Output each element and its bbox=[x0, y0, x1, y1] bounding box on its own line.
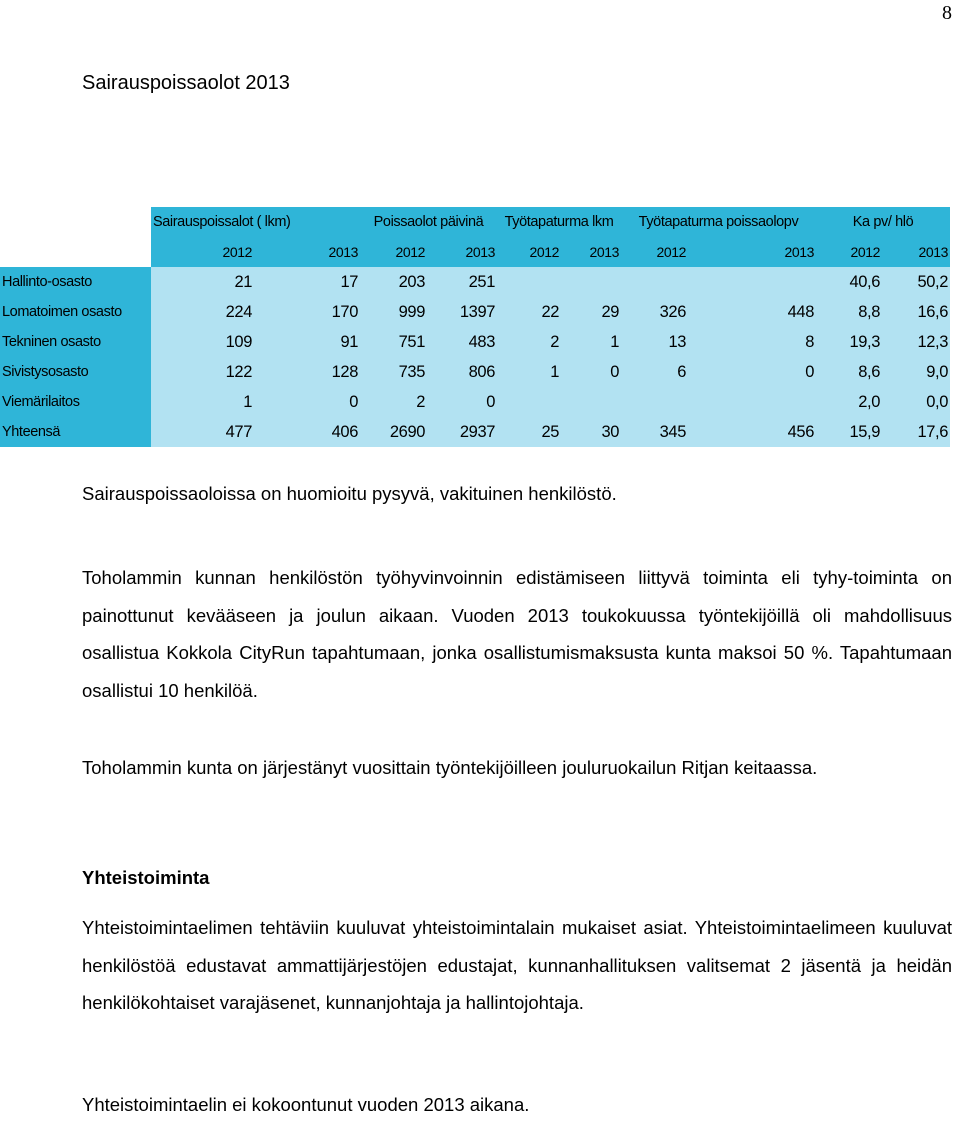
table-cell: 21 bbox=[151, 267, 254, 297]
group-header: Työtapaturma lkm bbox=[497, 207, 621, 237]
table-cell: 13 bbox=[621, 327, 688, 357]
cooperation-paragraph: Yhteistoimintaelimen tehtäviin kuuluvat yhteistoimintalain mukaiset asiat. Yhteistoimintaelimeen kuuluvat henkilöstöä edustavat ammattijärjestöjen edustajat, kunnanhallituksen valitsemat 2 jäsentä ja heidän henkilökohtaiset varajäsenet, kunnanjohtaja ja hallintojohtaja. bbox=[82, 917, 952, 1013]
table-cell: 8 bbox=[688, 327, 816, 357]
group-header: Ka pv/ hlö bbox=[816, 207, 950, 237]
group-header: Sairauspoissalot ( lkm) bbox=[151, 207, 360, 237]
row-label: Lomatoimen osasto bbox=[0, 297, 151, 327]
table-cell: 0 bbox=[254, 387, 360, 417]
table-cell: 999 bbox=[360, 297, 427, 327]
table-cell bbox=[561, 387, 621, 417]
table-cell: 0 bbox=[561, 357, 621, 387]
table-cell: 22 bbox=[497, 297, 561, 327]
table-cell: 109 bbox=[151, 327, 254, 357]
table-row bbox=[0, 327, 950, 357]
table-cell: 456 bbox=[688, 417, 816, 447]
page-number: 8 bbox=[942, 2, 952, 24]
meeting-paragraph: Yhteistoimintaelin ei kokoontunut vuoden 2013 aikana. bbox=[82, 1094, 530, 1115]
year-header: 2013 bbox=[427, 237, 497, 267]
table-cell: 17 bbox=[254, 267, 360, 297]
table-cell: 128 bbox=[254, 357, 360, 387]
table-cell: 224 bbox=[151, 297, 254, 327]
table-row bbox=[0, 357, 950, 387]
table-cell: 91 bbox=[254, 327, 360, 357]
table-cell: 326 bbox=[621, 297, 688, 327]
table-row bbox=[0, 297, 950, 327]
table-cell: 806 bbox=[427, 357, 497, 387]
table-cell: 1397 bbox=[427, 297, 497, 327]
table-cell: 1 bbox=[497, 357, 561, 387]
table-cell: 29 bbox=[561, 297, 621, 327]
table-cell: 2 bbox=[497, 327, 561, 357]
table-cell: 751 bbox=[360, 327, 427, 357]
table-cell: 203 bbox=[360, 267, 427, 297]
table-cell: 2 bbox=[360, 387, 427, 417]
table-row bbox=[0, 267, 950, 297]
year-header: 2012 bbox=[497, 237, 561, 267]
table-body bbox=[0, 267, 950, 447]
table-cell bbox=[688, 267, 816, 297]
table-cell: 345 bbox=[621, 417, 688, 447]
table-cell: 19,3 bbox=[816, 327, 882, 357]
table-row bbox=[0, 417, 950, 447]
row-label: Tekninen osasto bbox=[0, 327, 151, 357]
table-year-header-row bbox=[0, 237, 950, 267]
table-cell: 477 bbox=[151, 417, 254, 447]
table-corner bbox=[0, 237, 151, 267]
year-header: 2013 bbox=[254, 237, 360, 267]
year-header: 2012 bbox=[151, 237, 254, 267]
table-cell: 122 bbox=[151, 357, 254, 387]
table-cell: 0 bbox=[688, 357, 816, 387]
row-label: Yhteensä bbox=[0, 417, 151, 447]
table-cell: 6 bbox=[621, 357, 688, 387]
year-header: 2013 bbox=[882, 237, 950, 267]
table-cell bbox=[688, 387, 816, 417]
table-cell: 483 bbox=[427, 327, 497, 357]
table-cell bbox=[561, 267, 621, 297]
table-cell: 8,6 bbox=[816, 357, 882, 387]
row-label: Viemärilaitos bbox=[0, 387, 151, 417]
table-cell: 2,0 bbox=[816, 387, 882, 417]
section-heading: Yhteistoiminta bbox=[82, 867, 210, 888]
table-cell: 170 bbox=[254, 297, 360, 327]
table-cell: 40,6 bbox=[816, 267, 882, 297]
page-title: Sairauspoissaolot 2013 bbox=[82, 72, 290, 94]
table-cell: 1 bbox=[561, 327, 621, 357]
table-cell: 15,9 bbox=[816, 417, 882, 447]
row-label: Sivistysosasto bbox=[0, 357, 151, 387]
table-cell: 1 bbox=[151, 387, 254, 417]
year-header: 2013 bbox=[561, 237, 621, 267]
table-cell bbox=[497, 267, 561, 297]
tyhy-paragraph: Toholammin kunnan henkilöstön työhyvinvoinnin edistämiseen liittyvä toiminta eli tyhy-toiminta on painottunut kevääseen ja joulun aikaan. Vuoden 2013 toukokuussa työntekijöillä oli mahdollisuus osallistua Kokkola CityRun tapahtumaan, jonka osallistumismaksusta kunta maksoi 50 %. Tapahtumaan osallistui 10 henkilöä. bbox=[82, 567, 952, 701]
table-cell: 406 bbox=[254, 417, 360, 447]
table-cell: 735 bbox=[360, 357, 427, 387]
table-cell: 2937 bbox=[427, 417, 497, 447]
table-cell bbox=[621, 267, 688, 297]
table-cell: 2690 bbox=[360, 417, 427, 447]
year-header: 2012 bbox=[816, 237, 882, 267]
table-cell: 8,8 bbox=[816, 297, 882, 327]
table-cell bbox=[621, 387, 688, 417]
table-cell: 17,6 bbox=[882, 417, 950, 447]
table-cell: 0 bbox=[427, 387, 497, 417]
christmas-lunch-paragraph: Toholammin kunta on järjestänyt vuosittain työntekijöilleen jouluruokailun Ritjan keitaassa. bbox=[82, 757, 818, 778]
table-cell: 25 bbox=[497, 417, 561, 447]
table-group-header-row bbox=[0, 207, 950, 237]
row-label: Hallinto-osasto bbox=[0, 267, 151, 297]
table-row bbox=[0, 387, 950, 417]
year-header: 2012 bbox=[621, 237, 688, 267]
year-header: 2013 bbox=[688, 237, 816, 267]
group-header: Työtapaturma poissaolopv bbox=[621, 207, 816, 237]
table-cell: 50,2 bbox=[882, 267, 950, 297]
year-header: 2012 bbox=[360, 237, 427, 267]
table-cell: 12,3 bbox=[882, 327, 950, 357]
staff-note: Sairauspoissaoloissa on huomioitu pysyvä, vakituinen henkilöstö. bbox=[82, 483, 617, 504]
table-cell: 0,0 bbox=[882, 387, 950, 417]
sick-leave-table bbox=[0, 207, 950, 447]
table-corner bbox=[0, 207, 151, 237]
table-cell: 16,6 bbox=[882, 297, 950, 327]
table-cell: 448 bbox=[688, 297, 816, 327]
group-header: Poissaolot päivinä bbox=[360, 207, 497, 237]
table-cell: 9,0 bbox=[882, 357, 950, 387]
table-cell bbox=[497, 387, 561, 417]
table-cell: 251 bbox=[427, 267, 497, 297]
table-cell: 30 bbox=[561, 417, 621, 447]
